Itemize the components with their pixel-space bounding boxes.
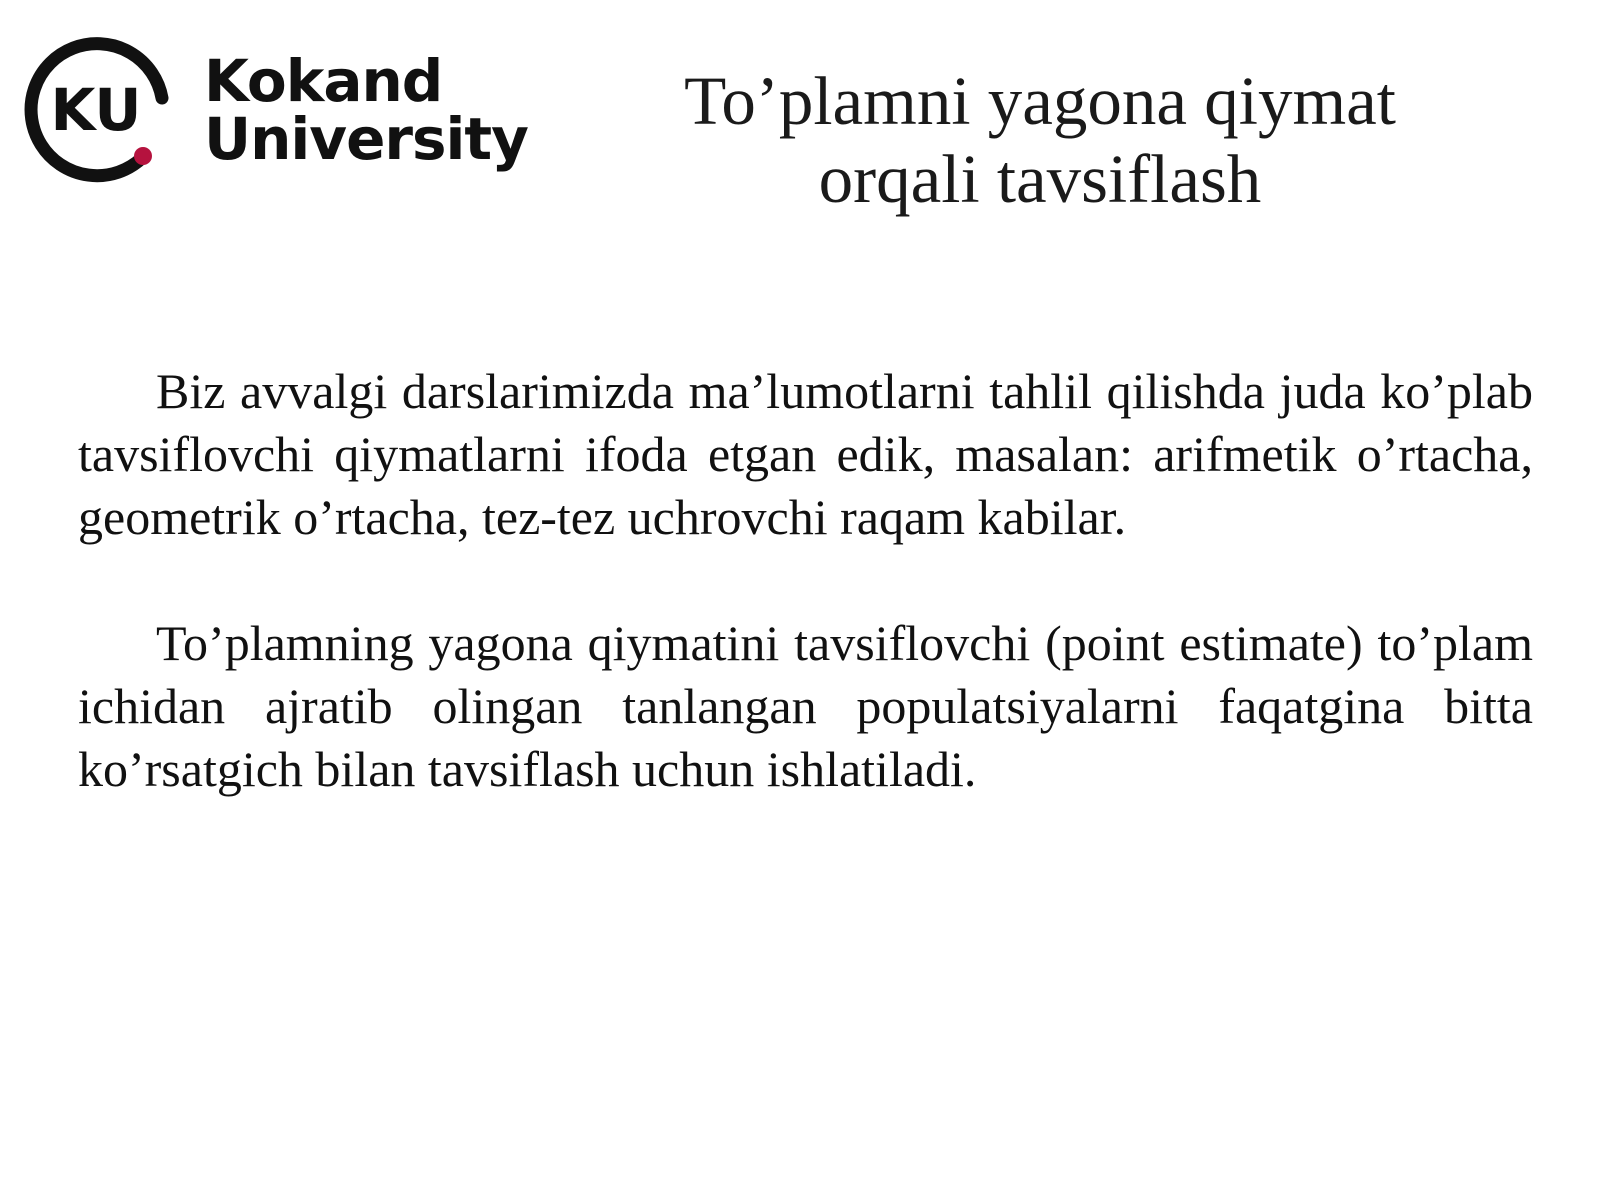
paragraph-2: To’plamning yagona qiymatini tavsiflovchi (point estimate) to’plam ichidan ajratib olingan tanlangan populatsiyalarni faqatgina bitta ko’rsatgich bilan tavsiflash uchun ishlatiladi. [78,615,1533,797]
svg-text:KU: KU [50,76,142,144]
university-logo [22,36,542,188]
slide-title-line-2: orqali tavsiflash [818,141,1262,217]
slide-title [600,62,1480,218]
logo-wordmark [204,47,528,173]
slide-body [78,360,1533,801]
paragraph-1: Biz avvalgi darslarimizda ma’lumotlarni tahlil qilishda juda ko’plab tavsiflovchi qiymatlarni ifoda etgan edik, masalan: arifmetik o’rtacha, geometrik o’rtacha, tez-tez uchrovchi raqam kabilar. [78,363,1533,545]
slide-title-line-1: To’plamni yagona qiymat [684,63,1396,139]
logo-line-university: University [204,105,528,173]
ku-logo-mark-icon [22,36,174,188]
logo-line-kokand: Kokand [204,47,443,115]
